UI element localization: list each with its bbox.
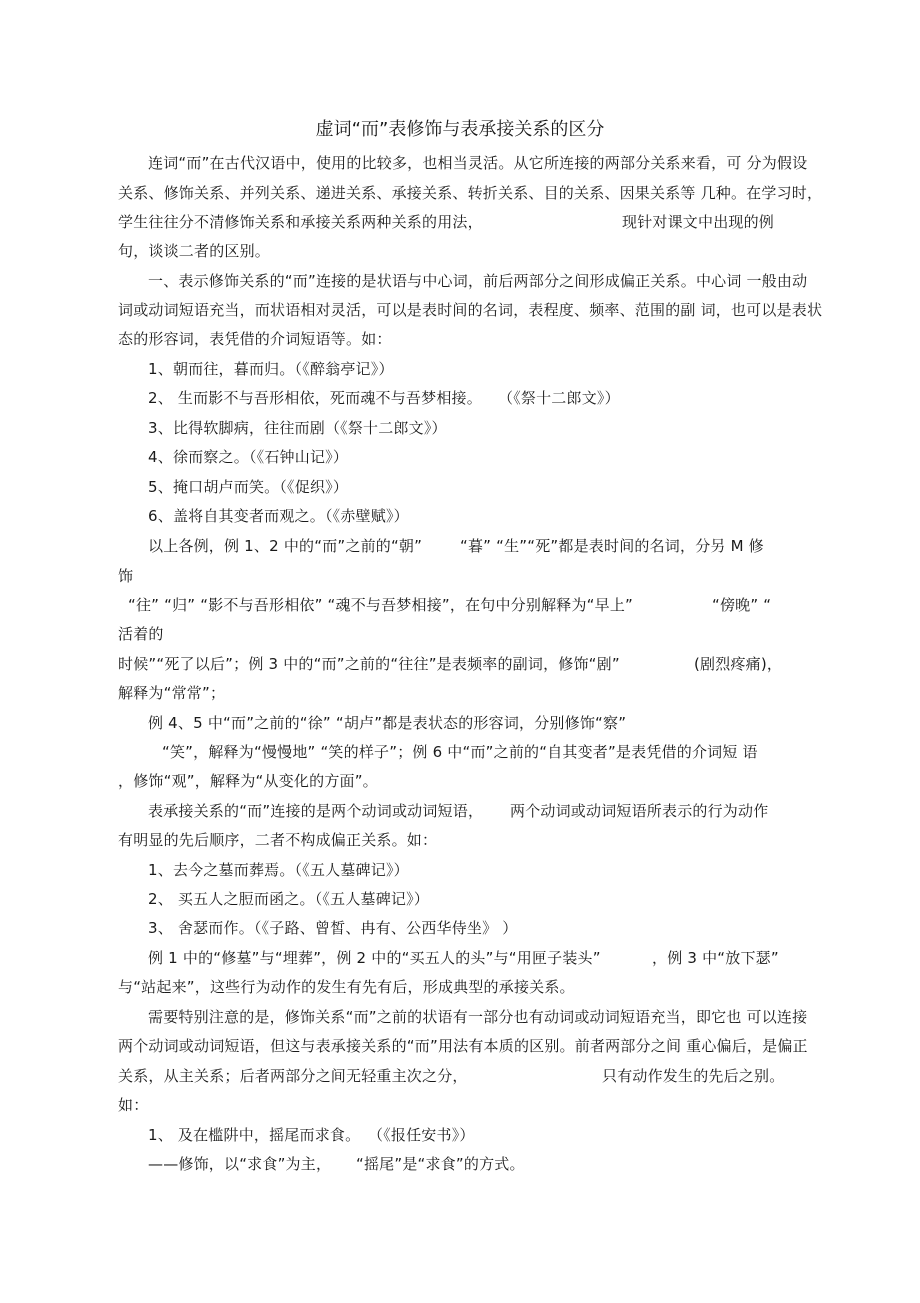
text-line: “往” “归” “影不与吾形相依” “魂不与吾梦相接”，在句中分别解释为“早上” (128, 596, 634, 614)
example-item: 5、掩口胡卢而笑。（《促织》） (148, 478, 349, 496)
example-item: 3、比得软脚病，往往而剧（《祭十二郎文》） (148, 419, 447, 437)
example-source: （《报任安书》） (368, 1126, 475, 1144)
text-line: 以上各例，例 1、2 中的“而”之前的“朝” (148, 537, 423, 555)
text-line: 一、表示修饰关系的“而”连接的是状语与中心词，前后两部分之间形成偏正关系。中心词 一般由动 (148, 272, 808, 290)
text-line: ——修饰，以“求食”为主， (148, 1155, 332, 1173)
text-line: ，例 3 中“放下瑟” (652, 949, 779, 967)
text-line: 词或动词短语充当，而状语相对灵活，可以是表时间的名词，表程度、频率、范围的副 词，也可以是表状 (118, 301, 823, 319)
example-item: 1、朝而往，暮而归。（《醉翁亭记》） (148, 360, 394, 378)
example-item: 6、盖将自其变者而观之。（《赤壁赋》） (148, 507, 409, 525)
text-line: “摇尾”是“求食”的方式。 (356, 1155, 525, 1173)
text-line: “傍晚” “ (712, 596, 772, 614)
text-line: 例 4、5 中“而”之前的“徐” “胡卢”都是表状态的形容词，分别修饰“察” (148, 714, 627, 732)
text-line: 只有动作发生的先后之别。 (602, 1067, 785, 1085)
text-line: “暮” “生”“死”都是表时间的名词，分另 M 修 (460, 537, 764, 555)
text-line: (剧烈疼痛)， (694, 655, 783, 673)
text-line: ，修饰“观”，解释为“从变化的方面”。 (118, 772, 378, 790)
text-line: “笑”，解释为“慢慢地” “笑的样子”；例 6 中“而”之前的“自其变者”是表凭借的介词短 语 (162, 743, 758, 761)
example-item: 2、 买五人之脰而函之。（《五人墓碑记》） (148, 890, 430, 908)
text-line: 有明显的先后顺序，二者不构成偏正关系。如： (118, 831, 438, 849)
text-line: 与“站起来”，这些行为动作的发生有先有后，形成典型的承接关系。 (118, 978, 575, 996)
text-line: 关系，从主关系；后者两部分之间无轻重主次之分， (118, 1067, 468, 1085)
example-source: （《祭十二郎文》） (498, 389, 620, 407)
example-item: 4、徐而察之。（《石钟山记》） (148, 448, 349, 466)
page-title: 虚词“而”表修饰与表承接关系的区分 (315, 119, 605, 140)
text-line: 如： (118, 1096, 149, 1114)
text-line: 例 1 中的“修墓”与“埋葬”，例 2 中的“买五人的头”与“用匣子装头” (148, 949, 601, 967)
text-line: 饰 (118, 567, 134, 585)
text-line: 连词“而”在古代汉语中，使用的比较多，也相当灵活。从它所连接的两部分关系来看，可 分为假设 (148, 154, 808, 172)
text-line: 需要特别注意的是，修饰关系“而”之前的状语有一部分也有动词或动词短语充当，即它也 可以连接 (148, 1008, 808, 1026)
text-line: 句，谈谈二者的区别。 (118, 242, 271, 260)
text-line: 学生往往分不清修饰关系和承接关系两种关系的用法， (118, 213, 483, 231)
text-line: 两个动词或动词短语，但这与表承接关系的“而”用法有本质的区别。前者两部分之间 重心偏后，是偏正 (118, 1037, 808, 1055)
text-line: 关系、修饰关系、并列关系、递进关系、承接关系、转折关系、目的关系、因果关系等 几种。在学习时， (118, 184, 823, 202)
example-item: 1、去今之墓而葬焉。（《五人墓碑记》） (148, 861, 409, 879)
text-line: 两个动词或动词短语所表示的行为动作 (510, 802, 769, 820)
text-line: 态的形容词，表凭借的介词短语等。如： (118, 330, 392, 348)
example-item: 1、 及在槛阱中，摇尾而求食。 (148, 1126, 361, 1144)
text-line: 解释为“常常”； (118, 684, 226, 702)
text-line: 表承接关系的“而”连接的是两个动词或动词短语， (148, 802, 484, 820)
text-line: 活着的 (118, 625, 164, 643)
text-line: 时候”“死了以后”；例 3 中的“而”之前的“往往”是表频率的副词，修饰“剧” (118, 655, 620, 673)
example-item: 3、 舍瑟而作。（《子路、曾皙、冉有、公西华侍坐》 ） (148, 919, 518, 937)
text-line: 现针对课文中出现的例 (622, 213, 775, 231)
example-item: 2、 生而影不与吾形相依，死而魂不与吾梦相接。 (148, 389, 482, 407)
